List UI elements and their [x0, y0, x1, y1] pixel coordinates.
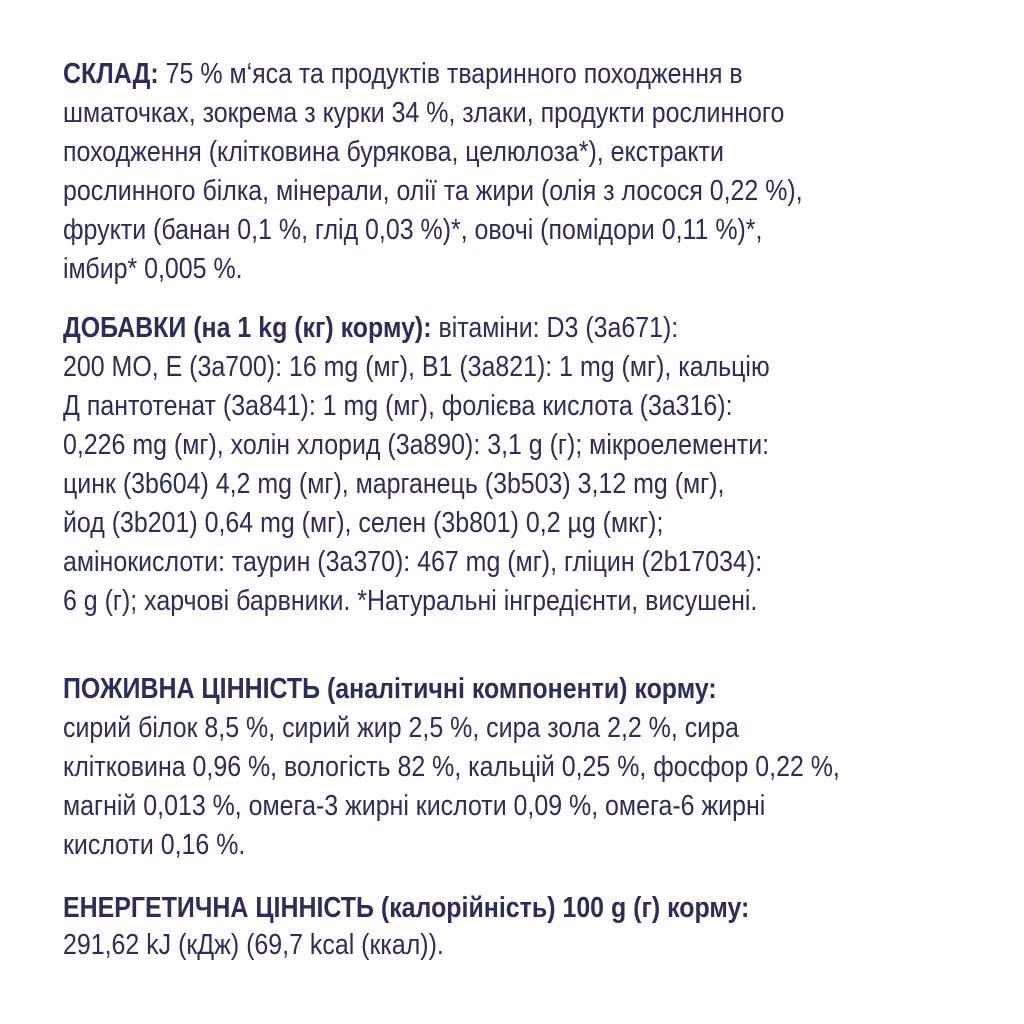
energy-value-section [63, 890, 1024, 964]
text-line: йод (3b201) 0,64 mg (мг), селен (3b801) 0,2 µg (мкг); [63, 507, 664, 539]
text-line: сирий білок 8,5 %, сирий жир 2,5 %, сира зола 2,2 %, сира [63, 712, 739, 744]
section-heading: СКЛАД: [63, 58, 159, 90]
text-line: амінокислоти: таурин (3a370): 467 mg (мг), гліцин (2b17034): [63, 546, 763, 578]
text-line: 291,62 kJ (кДж) (69,7 kcal (ккал)). [63, 929, 444, 961]
text-line: клітковина 0,96 %, вологість 82 %, кальцій 0,25 %, фосфор 0,22 %, [63, 751, 840, 783]
text-line: 0,226 mg (мг), холін хлорид (3a890): 3,1 g (г); мікроелементи: [63, 429, 770, 461]
section-heading: ЕНЕРГЕТИЧНА ЦІННІСТЬ (калорійність) 100 g (г) корму: [63, 892, 750, 924]
nutritional-value-section [63, 670, 1024, 865]
text-line: імбир* 0,005 %. [63, 253, 243, 285]
composition-section [63, 55, 1024, 289]
text-line [63, 309, 1009, 348]
text-line: шматочках, зокрема з курки 34 %, злаки, продукти рослинного [63, 97, 785, 129]
text-line [63, 55, 1009, 94]
text-line: цинк (3b604) 4,2 mg (мг), марганець (3b503) 3,12 mg (мг), [63, 468, 725, 500]
text-line: 6 g (г); харчові барвники. *Натуральні інгредієнти, висушені. [63, 585, 758, 617]
text-line: рослинного білка, мінерали, олії та жири (олія з лосося 0,22 %), [63, 175, 803, 207]
text-line: 200 МО, E (3a700): 16 mg (мг), B1 (3a821): 1 mg (мг), кальцію [63, 351, 770, 383]
text-line: Д пантотенат (3a841): 1 mg (мг), фолієва кислота (3a316): [63, 390, 733, 422]
text-line: походження (клітковина бурякова, целюлоза*), екстракти [63, 136, 724, 168]
text-line: кислоти 0,16 %. [63, 829, 246, 861]
text: вітаміни: D3 (3a671): [431, 312, 679, 344]
section-heading: ДОБАВКИ (на 1 kg (кг) корму): [63, 312, 432, 344]
section-heading: ПОЖИВНА ЦІННІСТЬ (аналітичні компоненти) корму: [63, 673, 717, 705]
text-line: фрукти (банан 0,1 %, глід 0,03 %)*, овочі (помідори 0,11 %)*, [63, 214, 763, 246]
text: 75 % м‘яса та продуктів тваринного походження в [158, 58, 743, 90]
additives-section [63, 309, 1024, 621]
text-line: магній 0,013 %, омега-3 жирні кислоти 0,09 %, омега-6 жирні [63, 790, 766, 822]
